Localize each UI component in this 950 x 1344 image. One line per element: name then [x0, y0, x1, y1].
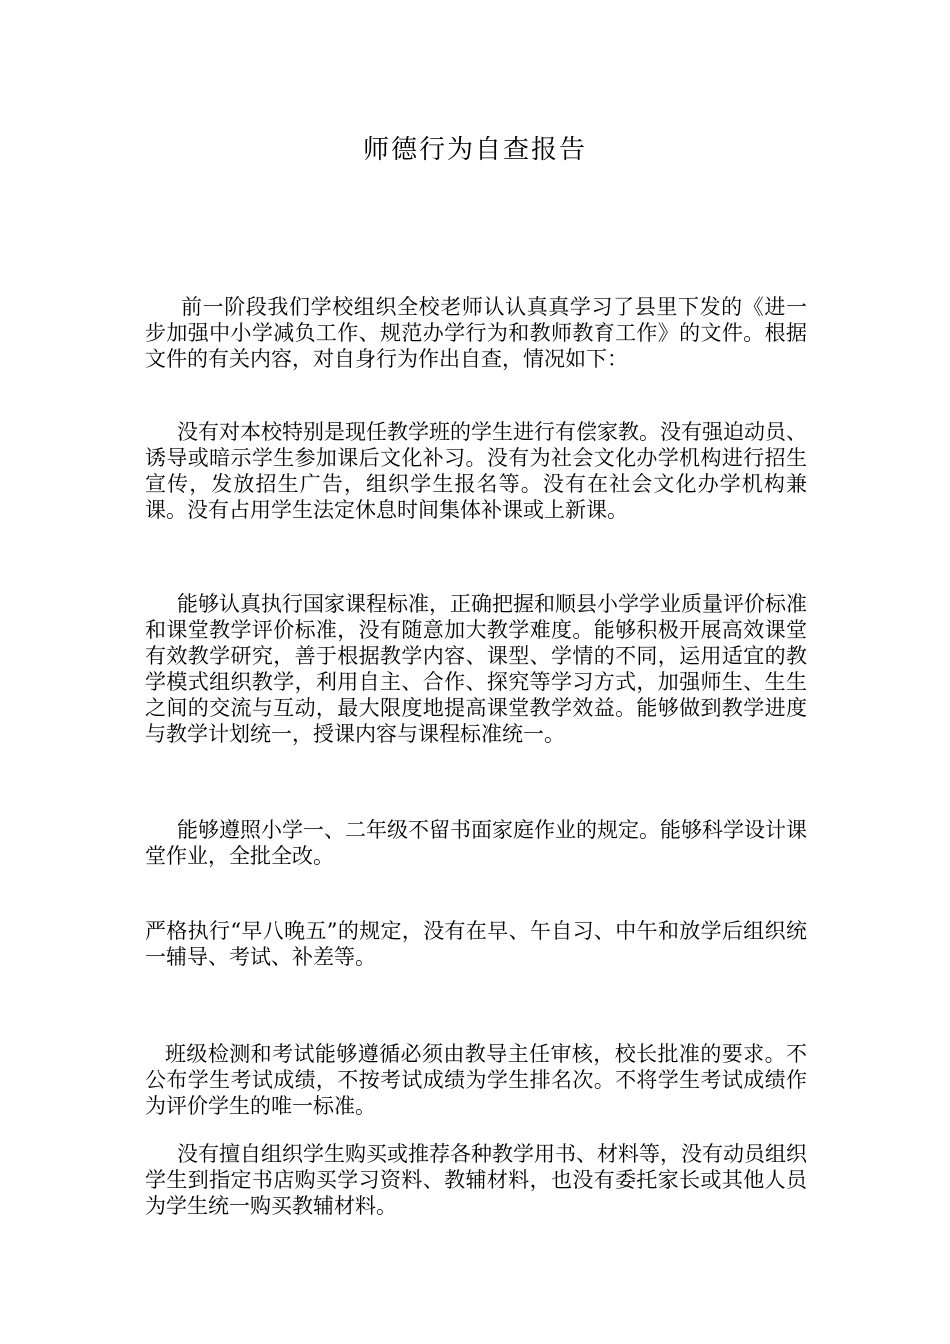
paragraph-intro: 前一阶段我们学校组织全校老师认认真真学习了县里下发的《进一步加强中小学减负工作、规范办学行为和教师教育工作》的文件。根据文件的有关内容，对自身行为作出自查，情况如下： — [145, 295, 807, 371]
paragraph-tutoring: 没有对本校特别是现任教学班的学生进行有偿家教。没有强迫动员、诱导或暗示学生参加课后文化补习。没有为社会文化办学机构进行招生宣传，发放招生广告，组织学生报名等。没有在社会文化办学机构兼课。没有占用学生法定休息时间集体补课或上新课。 — [145, 420, 807, 522]
paragraph-materials: 没有擅自组织学生购买或推荐各种教学用书、材料等，没有动员组织学生到指定书店购买学习资料、教辅材料，也没有委托家长或其他人员为学生统一购买教辅材料。 — [145, 1142, 807, 1218]
paragraph-curriculum: 能够认真执行国家课程标准，正确把握和顺县小学学业质量评价标准和课堂教学评价标准，没有随意加大教学难度。能够积极开展高效课堂有效教学研究，善于根据教学内容、课型、学情的不同，运用适宜的教学模式组织教学，利用自主、合作、探究等学习方式，加强师生、生生之间的交流与互动，最大限度地提高课堂教学效益。能够做到教学进度与教学计划统一，授课内容与课程标准统一。 — [145, 592, 807, 746]
paragraph-homework: 能够遵照小学一、二年级不留书面家庭作业的规定。能够科学设计课堂作业，全批全改。 — [145, 818, 807, 868]
paragraph-exams: 班级检测和考试能够遵循必须由教导主任审核，校长批准的要求。不公布学生考试成绩，不按考试成绩为学生排名次。不将学生考试成绩作为评价学生的唯一标准。 — [145, 1042, 807, 1118]
paragraph-schedule: 严格执行“早八晚五”的规定，没有在早、午自习、中午和放学后组织统一辅导、考试、补差等。 — [145, 919, 807, 969]
document-title: 师德行为自查报告 — [362, 135, 587, 165]
